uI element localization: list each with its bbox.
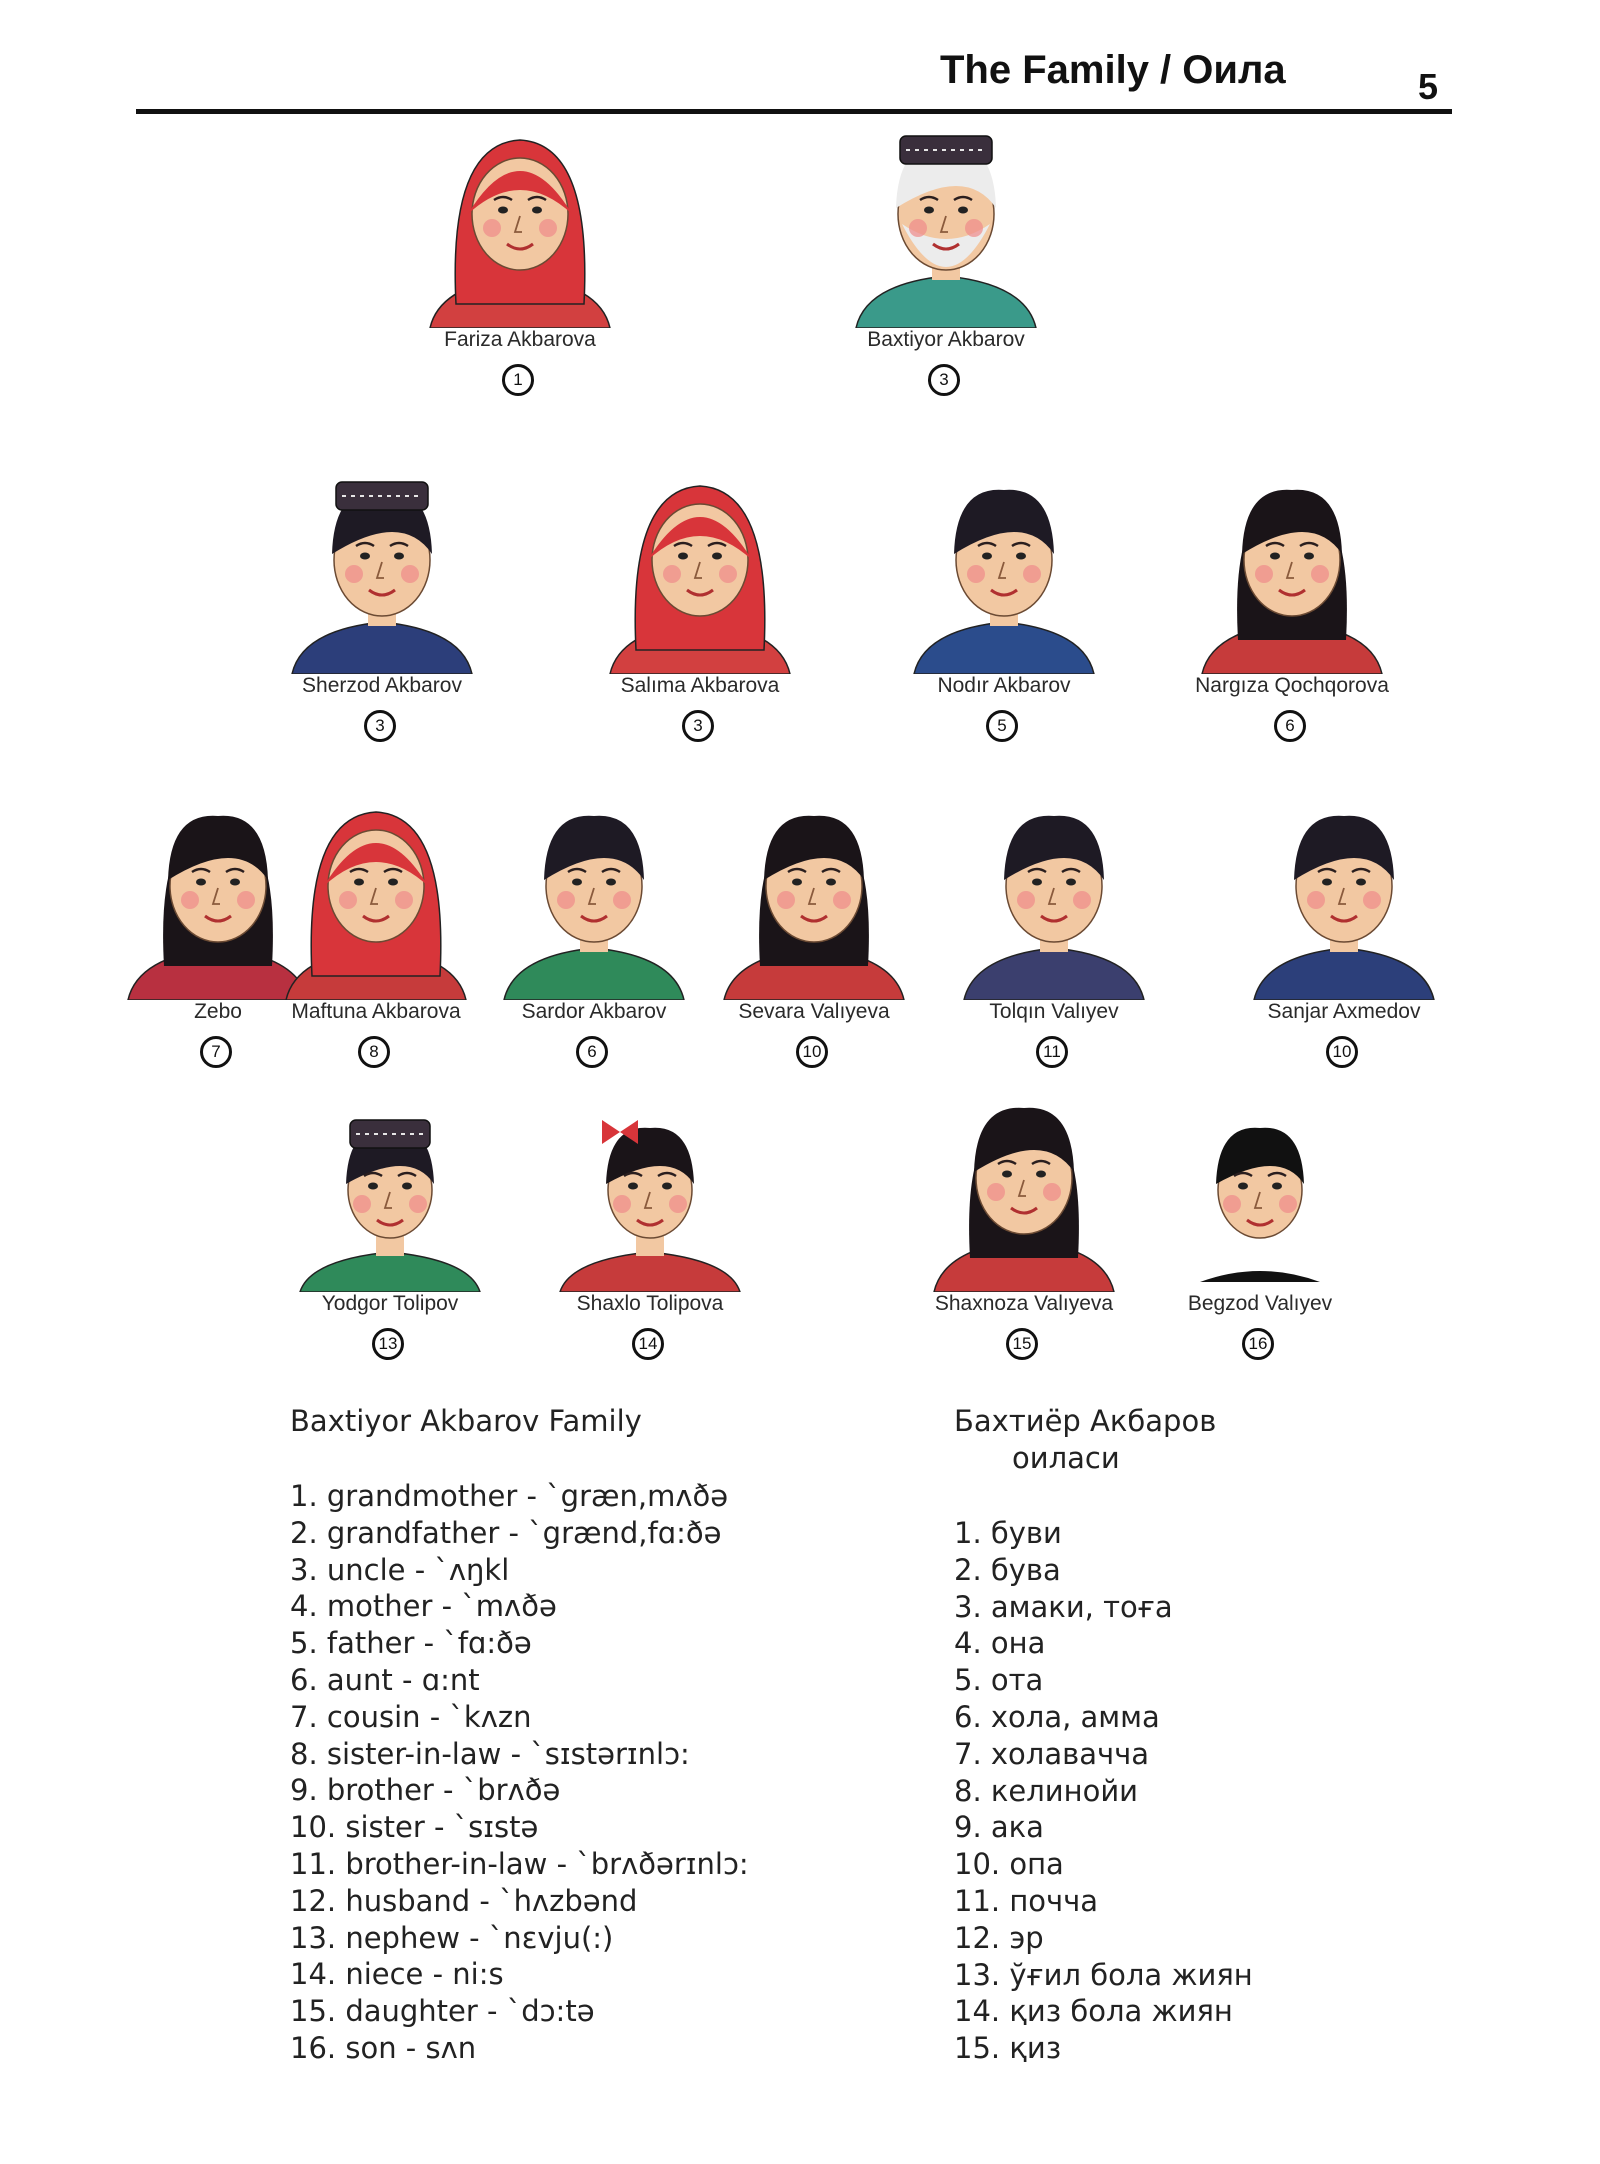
person-number-badge: 7 bbox=[200, 1036, 232, 1068]
page-title: The Family / Оила bbox=[940, 48, 1286, 92]
child-portrait bbox=[270, 1082, 510, 1292]
header-divider bbox=[136, 109, 1452, 114]
person-name: Salıma Akbarova bbox=[620, 674, 780, 697]
person-number-badge: 10 bbox=[1326, 1036, 1358, 1068]
list-item: 9. ака bbox=[954, 1810, 1044, 1845]
list-item: 13. ўғил бола жиян bbox=[954, 1957, 1253, 1992]
woman-portrait bbox=[580, 464, 820, 674]
person-number-badge: 5 bbox=[986, 710, 1018, 742]
person-name: Shaxlo Tolipova bbox=[576, 1292, 724, 1315]
list-item: 4. mother - `mʌðə bbox=[290, 1589, 557, 1624]
person-card bbox=[474, 790, 714, 1070]
list-item: 15. қиз bbox=[954, 2031, 1062, 2066]
list-item: 1. grandmother - `græn,mʌðə bbox=[290, 1479, 729, 1513]
person-number-badge: 15 bbox=[1006, 1328, 1038, 1360]
person-name: Yodgor Tolipov bbox=[321, 1292, 459, 1315]
list-item: 12. husband - `hʌzbənd bbox=[290, 1883, 638, 1918]
uzbek-vocab-list bbox=[954, 1515, 1253, 2067]
uzbek-list-title: Бахтиёр Акбаров bbox=[954, 1404, 1217, 1438]
person-card bbox=[884, 464, 1124, 744]
person-name: Begzod Valıyev bbox=[1187, 1292, 1333, 1315]
person-name: Nargıza Qochqorova bbox=[1195, 674, 1389, 697]
list-item: 2. grandfather - `grænd,fɑ:ðə bbox=[290, 1515, 722, 1550]
list-item: 4. она bbox=[954, 1626, 1046, 1661]
list-item: 7. холавачча bbox=[954, 1736, 1149, 1771]
list-item: 9. brother - `brʌðə bbox=[290, 1773, 561, 1808]
person-name: Shaxnoza Valıyeva bbox=[934, 1292, 1114, 1315]
list-item: 12. эр bbox=[954, 1920, 1044, 1955]
list-item: 7. cousin - `kʌzn bbox=[290, 1699, 532, 1734]
page-number: 5 bbox=[1418, 66, 1439, 107]
person-card bbox=[262, 464, 502, 744]
list-item: 8. sister-in-law - `sɪstərɪnlɔ: bbox=[290, 1736, 690, 1771]
english-vocab-list bbox=[290, 1478, 749, 2067]
person-number-badge: 1 bbox=[502, 364, 534, 396]
list-item: 15. daughter - `dɔ:tə bbox=[290, 1994, 595, 2029]
list-item: 14. niece - ni:s bbox=[290, 1957, 504, 1992]
person-number-badge: 8 bbox=[358, 1036, 390, 1068]
man-portrait bbox=[884, 464, 1124, 674]
person-card bbox=[1140, 1082, 1380, 1362]
list-item: 6. aunt - ɑ:nt bbox=[290, 1662, 480, 1697]
english-list-title: Baxtiyor Akbarov Family bbox=[290, 1404, 642, 1438]
list-item: 11. почча bbox=[954, 1883, 1099, 1918]
baby-portrait bbox=[1140, 1082, 1380, 1292]
person-number-badge: 14 bbox=[632, 1328, 664, 1360]
person-card bbox=[904, 1082, 1144, 1362]
man-portrait bbox=[934, 790, 1174, 1000]
girl-portrait bbox=[694, 790, 934, 1000]
boy-portrait bbox=[1224, 790, 1464, 1000]
person-name: Sardor Akbarov bbox=[521, 1000, 667, 1023]
person-name: Nodır Akbarov bbox=[937, 674, 1071, 697]
person-card bbox=[530, 1082, 770, 1362]
person-card bbox=[400, 118, 640, 398]
person-card bbox=[934, 790, 1174, 1070]
list-item: 10. опа bbox=[954, 1847, 1064, 1882]
person-name: Fariza Akbarova bbox=[444, 328, 596, 351]
person-name: Tolqın Valıyev bbox=[989, 1000, 1119, 1023]
person-number-badge: 16 bbox=[1242, 1328, 1274, 1360]
person-number-badge: 11 bbox=[1036, 1036, 1068, 1068]
person-card bbox=[1172, 464, 1412, 744]
person-name: Maftuna Akbarova bbox=[291, 1000, 461, 1023]
grandmother-portrait bbox=[400, 118, 640, 328]
boy-portrait bbox=[474, 790, 714, 1000]
list-item: 5. ота bbox=[954, 1663, 1044, 1698]
child-portrait bbox=[530, 1082, 770, 1292]
person-name: Sevara Valıyeva bbox=[738, 1000, 890, 1023]
man-portrait bbox=[262, 464, 502, 674]
woman-portrait bbox=[1172, 464, 1412, 674]
person-number-badge: 3 bbox=[928, 364, 960, 396]
person-name: Zebo bbox=[194, 1000, 242, 1023]
list-item: 14. қиз бола жиян bbox=[954, 1994, 1233, 2029]
list-item: 11. brother-in-law - `brʌðərɪnlɔ: bbox=[290, 1846, 749, 1881]
person-card bbox=[256, 790, 496, 1070]
person-name: Sherzod Akbarov bbox=[302, 674, 462, 697]
list-item: 2. бува bbox=[954, 1552, 1061, 1587]
list-item: 13. nephew - `nɛvju(:) bbox=[290, 1920, 614, 1955]
list-item: 1. буви bbox=[954, 1516, 1062, 1550]
uzbek-list-title-line2: оиласи bbox=[1012, 1441, 1120, 1475]
person-card bbox=[580, 464, 820, 744]
list-item: 6. хола, амма bbox=[954, 1699, 1160, 1734]
person-number-badge: 6 bbox=[576, 1036, 608, 1068]
person-number-badge: 13 bbox=[372, 1328, 404, 1360]
list-item: 10. sister - `sɪstə bbox=[290, 1810, 539, 1845]
girl-portrait bbox=[256, 790, 496, 1000]
person-name: Baxtiyor Akbarov bbox=[867, 328, 1025, 351]
person-card bbox=[1224, 790, 1464, 1070]
person-card bbox=[270, 1082, 510, 1362]
list-item: 16. son - sʌn bbox=[290, 2030, 477, 2065]
person-number-badge: 3 bbox=[682, 710, 714, 742]
person-number-badge: 6 bbox=[1274, 710, 1306, 742]
person-number-badge: 10 bbox=[796, 1036, 828, 1068]
person-card bbox=[694, 790, 934, 1070]
list-item: 5. father - `fɑ:ðə bbox=[290, 1626, 532, 1661]
person-number-badge: 3 bbox=[364, 710, 396, 742]
grandfather-portrait bbox=[826, 118, 1066, 328]
person-card bbox=[826, 118, 1066, 398]
person-name: Sanjar Axmedov bbox=[1267, 1000, 1421, 1023]
girl-portrait bbox=[904, 1082, 1144, 1292]
list-item: 3. uncle - `ʌŋkl bbox=[290, 1552, 510, 1587]
list-item: 8. келинойи bbox=[954, 1773, 1139, 1808]
list-item: 3. амаки, тоға bbox=[954, 1589, 1173, 1624]
